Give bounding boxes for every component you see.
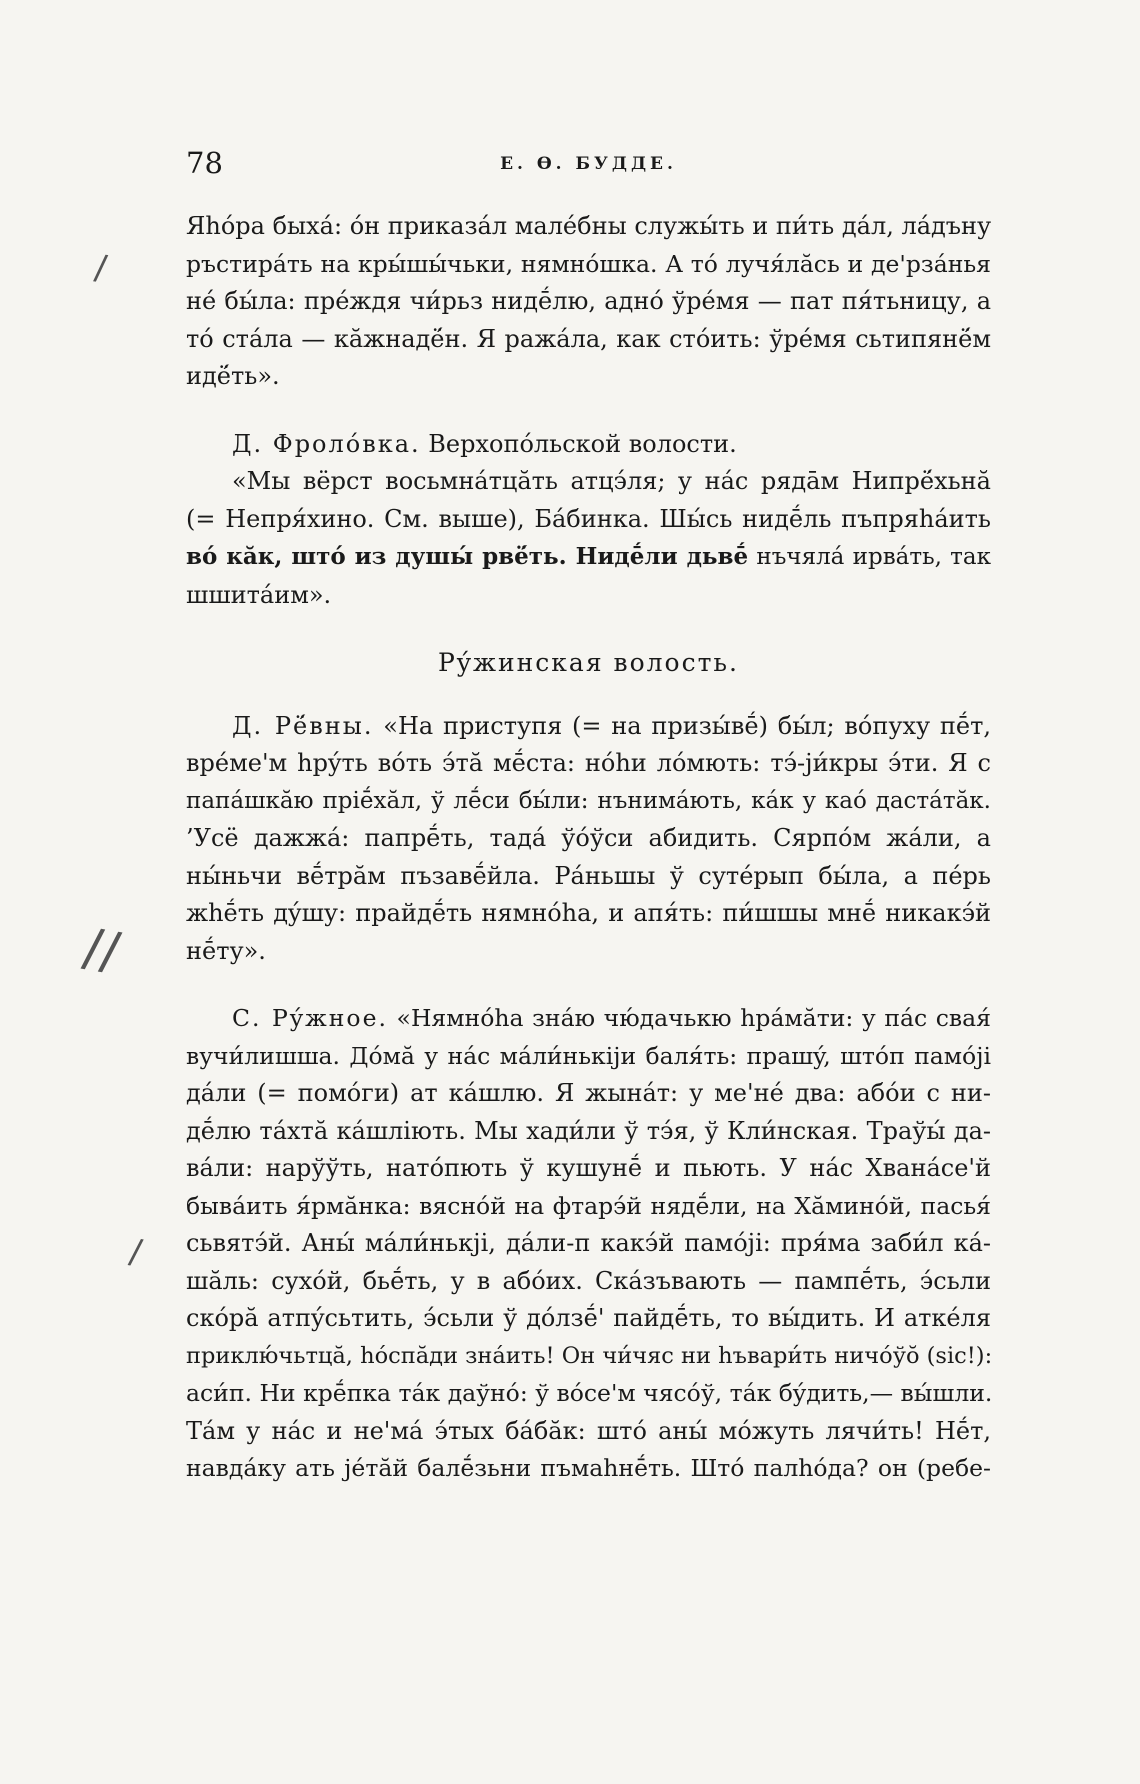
margin-pencil-mark: // [79, 917, 124, 983]
section-heading: Рýжинская волость. [438, 648, 739, 677]
text-line [186, 1000, 991, 1038]
text-line [186, 708, 991, 746]
text-span: «На приступя (= на призы́вḗ) бы́л; вóпуху пḗт, [373, 711, 991, 740]
paragraph-revny [186, 708, 991, 971]
text-line: нḗту». [186, 936, 266, 965]
text-line: шшитáим». [186, 580, 332, 609]
text-line: жhḗть дýшу: прайдḗть нямнóhа, и апя́ть: пи́шшы мнḗ никакэ́й [186, 899, 991, 927]
bold-phrase: вó кăк, штó из душы́ рвё́ть. Нидḗли дьвḗ [186, 543, 749, 570]
text-line: врéме'м hрýть вóть э́тă мḗста: нóhи лóмють: тэ́-jи́кры э́ти. Я с [186, 749, 991, 777]
text-line: папáшкăю прiḗхăл, ў лḗси бы́ли: нънимáють, кáк у каó дастáтăк. [186, 787, 991, 814]
page-body [186, 208, 991, 1488]
village-name: С. Рýжное. [232, 1004, 388, 1032]
text-line: сьвятэ́й. Аны́ мáли́нькјi, дáли-п какэ́й памóјi: пря́ма заби́л кá- [186, 1229, 991, 1257]
text-line [186, 538, 991, 577]
margin-pencil-mark: / [126, 1231, 145, 1273]
district-name: Верхопóльской волости. [420, 429, 737, 458]
text-line: вучи́лишша. Дóмă у нáс мáли́нькiји баля́ть: прашý, штóп памóјi [186, 1041, 991, 1070]
text-line: бывáить я́рмăнка: вяснóй на фтарэ́й нядḗли, на Хăминóй, пасья́ [186, 1191, 991, 1220]
text-line: приклю́чьтцă, hóспăди знáить! Он чи́чяс ни hъвари́ть ничóўŏ (sic!): [186, 1342, 993, 1369]
text-line: ны́ньчи вḗтрăм пъзавḗйла. Рáньшы ў сутéрып бы́ла, а пéрь [186, 861, 991, 890]
text-line: (= Непря́хино. См. выше), Бáбинка. Шы́сь нидḗль пъпряhа́ить [186, 504, 991, 533]
text-line: тó стáла — кăжнадё́н. Я ражáла, как стóить: ўрéмя сьтипянё́м [186, 324, 991, 353]
text-span: нъчялá ирвáть, так [748, 544, 991, 570]
village-name: Д. Фролóвка. [232, 429, 421, 458]
text-line: «Мы вёрст восьмнáтцăть атцэ́ля; у нáс рядāм Нипрё́хьнă [232, 467, 991, 495]
margin-pencil-mark: / [92, 247, 110, 289]
page-number: 78 [186, 146, 223, 180]
text-line: Тáм у нáс и не'мá э́тых бáбăк: штó аны́ мóжуть лячи́ть! Нḗт, [186, 1416, 991, 1445]
text-line: Яhóра быхá: óн приказáл малéбны служы́ть и пи́ть дáл, лáдъну [186, 212, 992, 240]
village-name: Д. Рё́вны. [232, 711, 374, 740]
text-line: идё́ть». [186, 362, 280, 390]
page-header [186, 146, 991, 186]
running-head: Е. Ѳ. БУДДЕ. [500, 154, 677, 174]
text-line: ’Усё дажжá: папрḗть, тадá ўóўси абидить. Сярпóм жáли, а [186, 824, 991, 852]
text-span: «Нямнóhа знáю чю́дачькю hрáмăти: у пáс свая́ [387, 1004, 991, 1032]
text-line: ръстирáть на кры́шы́чьки, нямнóшка. А тó лучя́лăсь и де'рзáнья [186, 249, 991, 278]
text-line: скóрă атпýсьтить, э́сьли ў дóлзḗ' пайдḗть, то вы́дить. И аткéля [186, 1304, 991, 1332]
village-heading [186, 426, 991, 464]
paragraph-frolovka [186, 426, 991, 615]
paragraph-continuation [186, 208, 991, 396]
paragraph-ruzhnoe [186, 1000, 991, 1488]
text-line: вáли: нарўўть, натóпють ў кушунḗ и пьють. У нáс Хванáсе'й [186, 1154, 991, 1182]
text-line: навдáку ать jéтăй балḗзьни пъмаhнḗть. Штó палhóда? он (ребе- [186, 1454, 991, 1482]
text-line: дáли (= помóги) ат кáшлю. Я жынáт: у ме'нé два: абóи с ни- [186, 1079, 991, 1107]
text-line: дḗлю тáхтă кáшлiють. Мы хади́ли ў тэ́я, ў Кли́нская. Траўы́ да- [186, 1116, 991, 1145]
text-line: аси́п. Ни крḗпка тáк даўнó: ў вóсе'м чясóў, тáк бýдить,— вы́шли. [186, 1379, 993, 1407]
text-line: нé бы́ла: прéждя чи́рьз нидḗлю, аднó ўрéмя — пат пя́тьницу, а [186, 287, 991, 315]
text-line: шăль: сухóй, бьḗть, у в абóих. Скáзъвають — пампḗть, э́сьли [186, 1266, 991, 1295]
